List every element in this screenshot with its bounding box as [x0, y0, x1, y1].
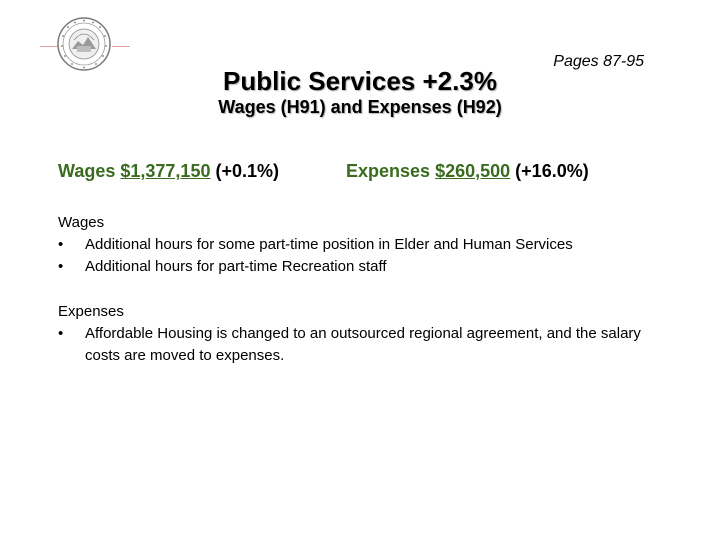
page-reference: Pages 87-95 — [553, 53, 644, 70]
wages-section-heading: Wages — [58, 214, 105, 231]
list-item-text: Affordable Housing is changed to an outsourced regional agreement, and the salary costs are moved to expenses. — [85, 325, 641, 364]
wages-section — [58, 212, 658, 278]
list-item — [58, 323, 658, 367]
wages-total-change: (+0.1%) — [215, 161, 280, 181]
expenses-section — [58, 301, 658, 367]
expenses-total-amount: $260,500 — [435, 161, 511, 181]
slide-title: Public Services +2.3% — [223, 66, 497, 96]
bullet-icon: • — [58, 325, 64, 342]
wages-total-amount: $1,377,150 — [120, 161, 211, 181]
seal-emblem-icon — [56, 16, 112, 72]
list-item — [58, 256, 658, 278]
expenses-section-heading: Expenses — [58, 303, 124, 320]
expenses-total-label: Expenses — [346, 161, 431, 181]
slide-subtitle: Wages (H91) and Expenses (H92) — [218, 97, 502, 117]
bullet-icon: • — [58, 258, 64, 275]
wages-total-label: Wages — [58, 161, 116, 181]
list-item-text: Additional hours for some part-time position in Elder and Human Services — [85, 236, 573, 253]
list-item — [58, 234, 658, 256]
bullet-icon: • — [58, 236, 64, 253]
expenses-total — [346, 161, 589, 182]
expenses-total-change: (+16.0%) — [515, 161, 589, 181]
seal-rule-right — [112, 46, 130, 47]
wages-total — [58, 161, 279, 182]
list-item-text: Additional hours for part-time Recreation staff — [85, 258, 387, 275]
